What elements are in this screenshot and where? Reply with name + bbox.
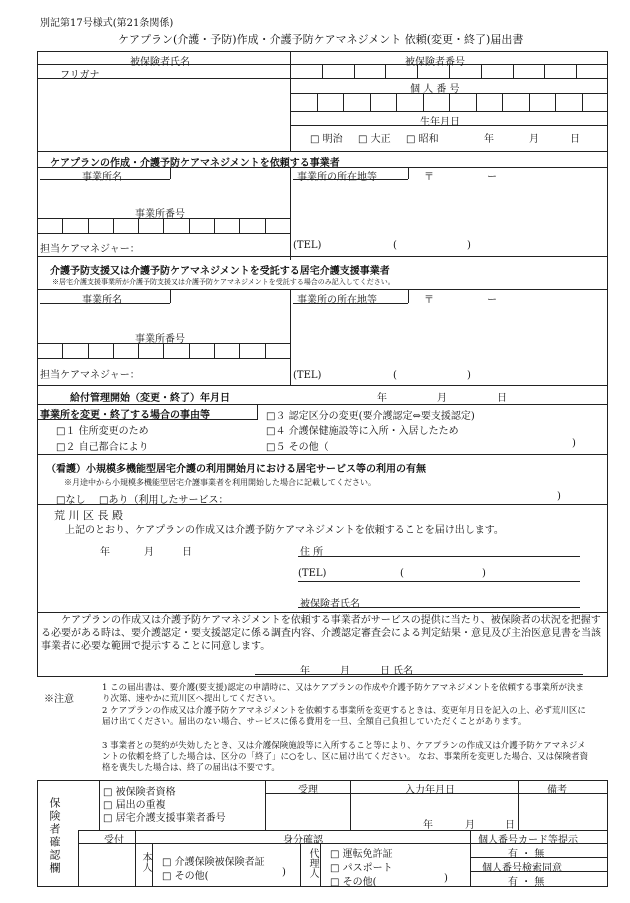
- change-opt3[interactable]: □３ 認定区分の変更(要介護認定⇔要支援認定): [266, 411, 475, 422]
- declaration-tel: (TEL): [298, 568, 327, 579]
- insurer-ag-close: ): [444, 873, 448, 884]
- insurer-day: 日: [505, 820, 515, 831]
- insured-number-grid[interactable]: [290, 64, 608, 78]
- consent-text: ケアプランの作成又は介護予防ケアマネジメントを依頼する事業者がサービスの提供に当たり、被保険者の状況を把握する必要がある時は、要介護認定・要支援認定に係る調査内容、介護認定審査会による判定結果・意見及び主治医意見書を当該事業者に必要な範囲で提示することに同意します。: [41, 615, 601, 652]
- mynumber-label: 個 人 番 号: [410, 84, 460, 95]
- insurer-c1[interactable]: □ 被保険者資格: [103, 787, 176, 798]
- sec2-postal: 〒: [424, 295, 434, 306]
- insurer-accept: 受理: [298, 785, 318, 796]
- form-code: 別記第17号様式(第21条関係): [40, 18, 174, 29]
- sec1-dash: ー: [487, 172, 497, 183]
- insurer-agent: 代理人: [307, 848, 318, 878]
- insurer-c2[interactable]: □ 届出の重複: [103, 800, 166, 811]
- small-multi-yes[interactable]: □あり（利用したサービス：: [99, 495, 229, 506]
- change-title: 事業所を変更・終了する場合の事由等: [40, 410, 210, 421]
- insurer-ag-o3[interactable]: □ その他(: [330, 877, 377, 888]
- insurer-self-o2[interactable]: □ その他(: [162, 871, 209, 882]
- insurer-uketsuke: 受付: [104, 835, 124, 846]
- sec1-manager-label: 担当ケアマネジャー：: [40, 244, 140, 255]
- sec1-office-number-grid[interactable]: [37, 218, 290, 234]
- consent-year: 年: [300, 666, 310, 677]
- sec2-note: ※居宅介護支援事業所が介護予防支援又は介護予防ケアマネジメントを受託する場合のみ記入してください。: [52, 278, 395, 286]
- insurer-id-check: 身分確認: [283, 835, 323, 846]
- sec2-paren-close: ): [467, 370, 471, 381]
- insurer-ag-o1[interactable]: □ 運転免許証: [330, 849, 393, 860]
- small-multi-note: ※月途中から小規模多機能型居宅介護事業者を利用開始した場合に記載してください。: [64, 478, 376, 487]
- insurer-year: 年: [423, 820, 433, 831]
- insurer-ag-o2[interactable]: □ パスポート: [330, 863, 393, 874]
- insured-name-line[interactable]: [298, 607, 580, 608]
- sec1-office-number-label: 事業所番号: [135, 209, 185, 220]
- declaration-day: 日: [182, 547, 192, 558]
- declaration-year: 年: [100, 547, 110, 558]
- insurer-note: 備考: [547, 785, 567, 796]
- sec2-office-number-label: 事業所番号: [135, 334, 185, 345]
- sec2-office-number-grid[interactable]: [37, 343, 290, 359]
- change-opt4[interactable]: □４ 介護保健施設等に入所・入居したため: [266, 426, 459, 437]
- sec2-tel: (TEL): [293, 370, 322, 381]
- era-taisho[interactable]: □ 大正: [358, 134, 391, 145]
- sec2-paren-open: (: [393, 370, 397, 381]
- insurer-self: 本人: [140, 852, 151, 872]
- small-multi-none[interactable]: □なし: [56, 495, 86, 506]
- small-multi-close: ): [557, 491, 561, 502]
- change-opt2[interactable]: □２ 自己都合により: [56, 442, 149, 453]
- birth-month: 月: [529, 134, 539, 145]
- benefit-month: 月: [437, 393, 447, 404]
- declaration-paren-open: (: [400, 568, 404, 579]
- sec1-office-address-label: 事業所の所在地等: [297, 172, 377, 183]
- change-opt5[interactable]: □５ その他（: [266, 442, 329, 453]
- declaration-insured-name: 被保険者氏名: [300, 599, 360, 610]
- benefit-label: 給付管理開始（変更・終了）年月日: [70, 393, 230, 404]
- tel-line[interactable]: [298, 581, 580, 582]
- furigana-label: フリガナ: [60, 70, 100, 81]
- insured-number-label: 被保険者番号: [405, 57, 465, 68]
- notes-label: ※注意: [44, 694, 74, 705]
- mayor-label: 荒 川 区 長 殿: [54, 509, 123, 522]
- insurer-self-close: ): [282, 867, 286, 878]
- declaration-month: 月: [144, 547, 154, 558]
- sec1-title: ケアプランの作成・介護予防ケアマネジメントを依頼する事業者: [50, 158, 340, 169]
- insured-name-field[interactable]: [37, 79, 290, 151]
- note-2: 2 ケアプランの作成又は介護予防ケアマネジメントを依頼する事業所を変更するときは、変更年月日を記入の上、必ず荒川区に届け出てください。届出のない場合、サービスに係る費用を一旦、全額自己負担していただくことがあります。: [102, 706, 586, 727]
- insurer-self-o1[interactable]: □ 介護保険被保険者証: [162, 857, 265, 868]
- benefit-day: 日: [497, 393, 507, 404]
- birth-year: 年: [484, 134, 494, 145]
- consent-month: 月: [340, 666, 350, 677]
- insurer-card-yu-mu[interactable]: 有 ・ 無: [508, 849, 545, 860]
- address-line[interactable]: [298, 556, 580, 557]
- insurer-side-label: 保険者確認欄: [48, 797, 61, 875]
- sec2-office-address-label: 事業所の所在地等: [297, 295, 377, 306]
- insurer-c3[interactable]: □ 居宅介護支援事業者番号: [103, 813, 226, 824]
- birth-day: 日: [570, 134, 580, 145]
- insured-name-label: 被保険者氏名: [130, 57, 190, 68]
- sec2-manager-label: 担当ケアマネジャー：: [40, 370, 140, 381]
- sec1-postal: 〒: [424, 172, 434, 183]
- note-1: 1 この届出書は、要介護(要支援)認定の申請時に、又はケアプランの作成や介護予防ケアマネジメントを依頼する事業所が決まり次第、速やかに荒川区へ提出してください。: [102, 683, 584, 704]
- sec1-tel: (TEL): [293, 240, 322, 251]
- consent-day-name: 日 氏名: [380, 666, 414, 677]
- note-3: 3 事業者との契約が失効したとき、又は介護保険施設等に入所すること等により、ケアプランの作成又は介護予防ケアマネジメントの依頼を終了した場合は、区分の「終了」に○をし、区に届け出てください。 なお、事業所を変更した場合、又は保険者資格を喪失した場合は、終了の届出は不要です。: [102, 741, 589, 773]
- benefit-year: 年: [377, 393, 387, 404]
- birth-label: 生年月日: [420, 117, 460, 128]
- declaration-text: 上記のとおり、ケアプランの作成又は介護予防ケアマネジメントを依頼することを届け出します。: [65, 525, 504, 536]
- insurer-month: 月: [465, 820, 475, 831]
- insurer-search-yu-mu[interactable]: 有 ・ 無: [508, 877, 545, 888]
- sec1-office-name-label: 事業所名: [82, 172, 122, 183]
- era-showa[interactable]: □ 昭和: [406, 134, 439, 145]
- consent-sign-line[interactable]: [255, 674, 583, 675]
- sec1-paren-open: (: [393, 240, 397, 251]
- sec1-paren-close: ): [467, 240, 471, 251]
- change-opt1[interactable]: □１ 住所変更のため: [56, 426, 149, 437]
- sec2-dash: ー: [487, 295, 497, 306]
- insurer-search: 個人番号検索同意: [482, 863, 562, 874]
- mynumber-grid[interactable]: [290, 93, 608, 111]
- era-meiji[interactable]: □ 明治: [310, 134, 343, 145]
- sec2-title: 介護予防支援又は介護予防ケアマネジメントを受託する居宅介護支援事業者: [50, 266, 390, 277]
- declaration-paren-close: ): [482, 568, 486, 579]
- insurer-input-date: 入力年月日: [405, 785, 455, 796]
- form-title: ケアプラン(介護・予防)作成・介護予防ケアマネジメント 依頼(変更・終了)届出書: [118, 33, 524, 46]
- insurer-card: 個人番号カード等提示: [478, 835, 578, 846]
- small-multi-title: （看護）小規模多機能型居宅介護の利用開始月における居宅サービス等の利用の有無: [46, 464, 426, 475]
- declaration-address-label: 住 所: [300, 547, 324, 558]
- change-close: ): [572, 438, 576, 449]
- sec2-office-name-label: 事業所名: [82, 295, 122, 306]
